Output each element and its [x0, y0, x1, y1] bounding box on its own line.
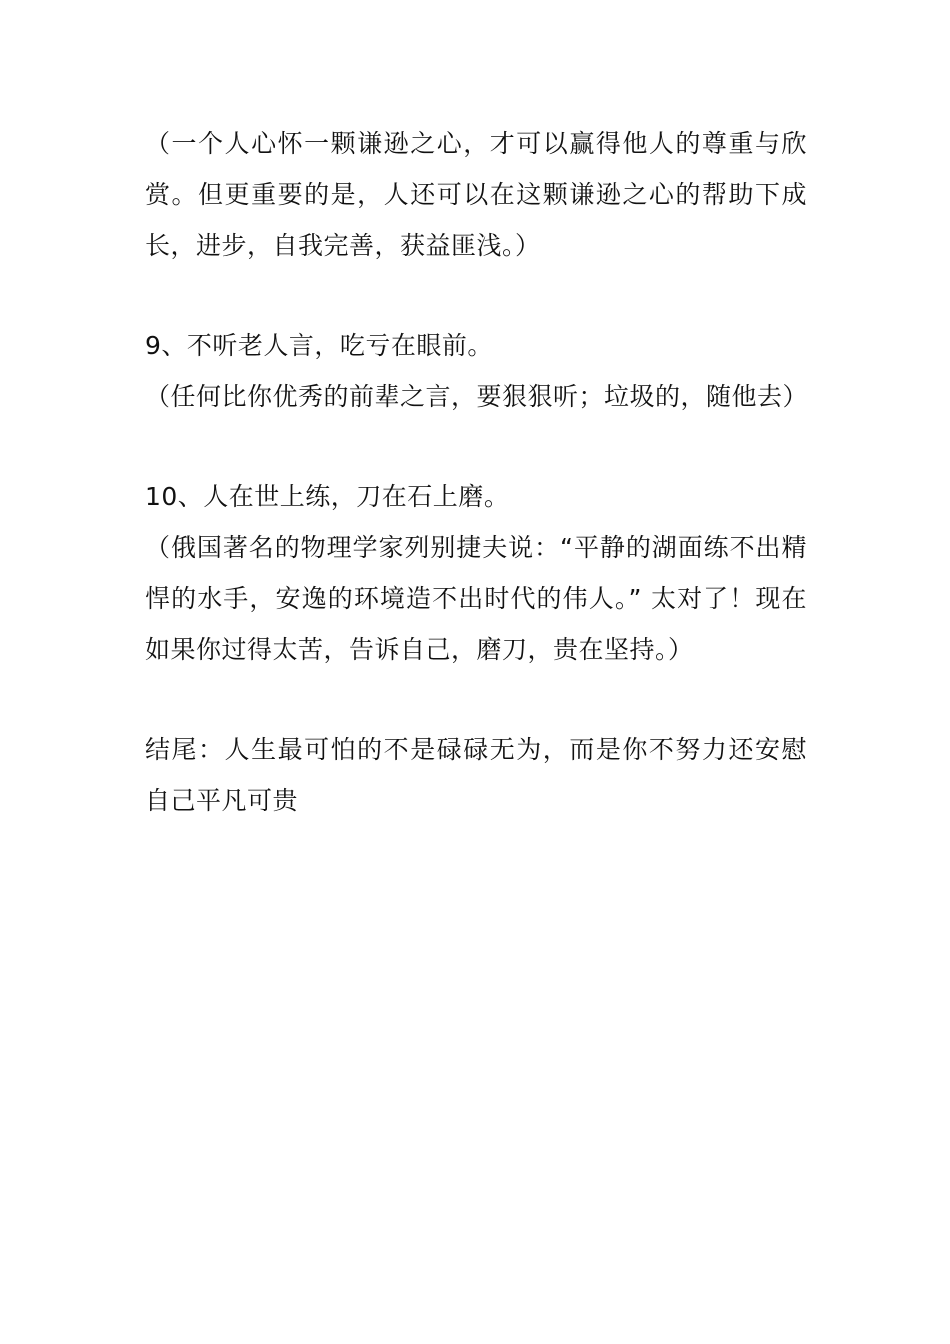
paragraph-spacer	[145, 422, 807, 471]
item-9-note: （任何比你优秀的前辈之言，要狠狠听；垃圾的，随他去）	[145, 382, 809, 411]
paragraph-spacer	[145, 675, 807, 724]
note-paragraph-humility: （一个人心怀一颗谦逊之心，才可以赢得他人的尊重与欣赏。但更重要的是，人还可以在这颗谦逊之心的帮助下成长，进步，自我完善，获益匪浅。）	[145, 129, 807, 260]
item-10-heading: 10、人在世上练，刀在石上磨。	[145, 482, 510, 511]
item-10-note: （俄国著名的物理学家列别捷夫说：“平静的湖面练不出精悍的水手，安逸的环境造不出时代的伟人。” 太对了！现在如果你过得太苦，告诉自己，磨刀，贵在坚持。）	[145, 533, 807, 664]
conclusion-paragraph: 结尾：人生最可怕的不是碌碌无为，而是你不努力还安慰自己平凡可贵	[145, 735, 807, 815]
document-body	[145, 118, 807, 826]
paragraph-spacer	[145, 271, 807, 320]
item-9-heading: 9、不听老人言，吃亏在眼前。	[145, 331, 493, 360]
